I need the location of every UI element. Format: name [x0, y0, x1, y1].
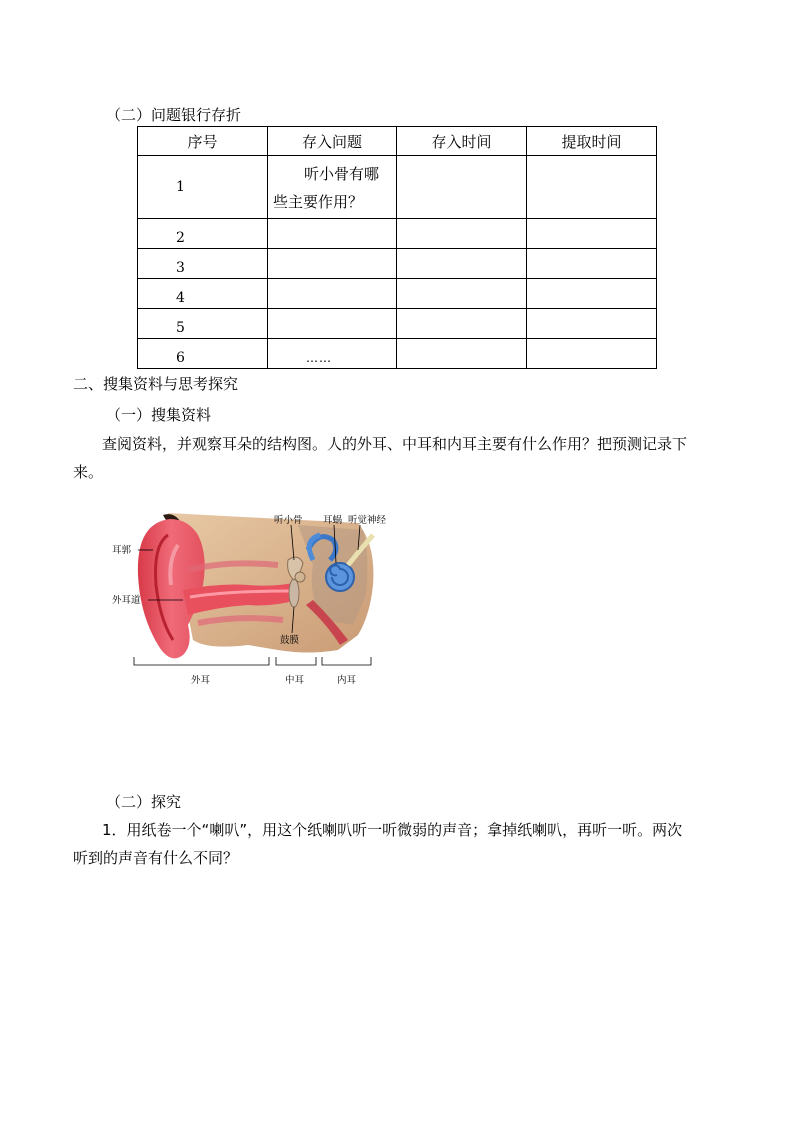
bracket-outer-ear [134, 657, 269, 665]
table-row [138, 339, 657, 369]
table-row [138, 279, 657, 309]
row-question: …… [268, 339, 397, 369]
collect-paragraph [73, 430, 733, 486]
ear-structure-figure [108, 505, 388, 690]
table-row [138, 156, 657, 219]
row-deposit-time [397, 156, 527, 219]
header-deposit-time: 存入时间 [397, 127, 527, 156]
header-withdraw-time: 提取时间 [527, 127, 657, 156]
label-middle-ear: 中耳 [285, 675, 305, 686]
bracket-inner-ear [322, 657, 371, 665]
collect-subtitle: （一）搜集资料 [106, 406, 212, 424]
header-number: 序号 [138, 127, 268, 156]
ossicle-incus [295, 572, 305, 582]
row-question [268, 309, 397, 339]
table-row [138, 219, 657, 249]
eardrum-shape [289, 579, 299, 607]
label-auricle: 耳郭 [112, 545, 132, 556]
row-question [268, 219, 397, 249]
collect-line-1: 查阅资料，并观察耳朵的结构图。人的外耳、中耳和内耳主要有什么作用？把预测记录下 [102, 435, 688, 453]
inquiry-line-2: 听到的声音有什么不同？ [73, 849, 239, 867]
label-inner-ear: 内耳 [337, 675, 357, 686]
label-eardrum: 鼓膜 [280, 635, 300, 646]
section-title: 二、搜集资料与思考探究 [73, 375, 239, 393]
row-number: 3 [138, 249, 268, 279]
label-ossicles: 听小骨 [274, 515, 303, 526]
question-bank-table [137, 126, 657, 369]
header-question: 存入问题 [268, 127, 397, 156]
label-ear-canal: 外耳道 [112, 595, 141, 606]
row-question [268, 279, 397, 309]
row-question [268, 156, 397, 219]
table-row [138, 309, 657, 339]
row-number: 2 [138, 219, 268, 249]
inquiry-subtitle: （二）探究 [106, 793, 182, 811]
label-outer-ear: 外耳 [191, 675, 211, 686]
bracket-middle-ear [276, 657, 316, 665]
table-header-row [138, 127, 657, 156]
row-number: 1 [138, 156, 268, 219]
row-question [268, 249, 397, 279]
question-line-1: 听小骨有哪 [304, 165, 380, 183]
row-number: 5 [138, 309, 268, 339]
table-row [138, 249, 657, 279]
question-line-2: 些主要作用？ [273, 193, 364, 211]
inquiry-line-1: 1．用纸卷一个“喇叭”，用这个纸喇叭听一听微弱的声音；拿掉纸喇叭，再听一听。两次 [102, 821, 683, 839]
row-number: 4 [138, 279, 268, 309]
row-number: 6 [138, 339, 268, 369]
label-cochlea: 耳蜗 [323, 515, 343, 526]
inquiry-paragraph [73, 816, 733, 872]
bank-subtitle: （二）问题银行存折 [106, 106, 242, 124]
label-auditory-nerve: 听觉神经 [348, 515, 387, 526]
collect-line-2: 来。 [73, 463, 104, 481]
row-withdraw-time [527, 156, 657, 219]
